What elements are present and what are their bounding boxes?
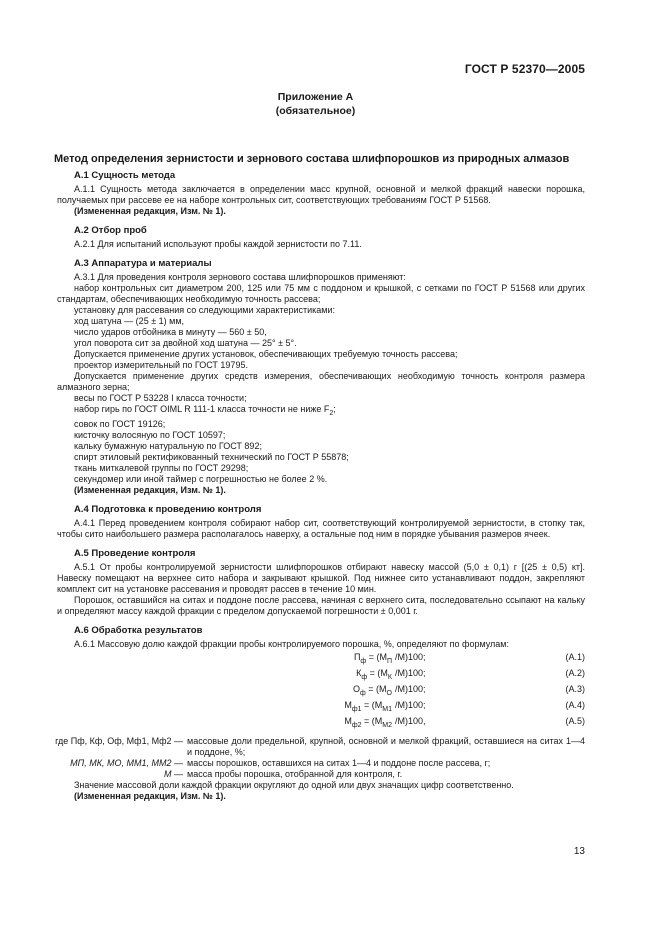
formula-row: $М_{ф2} = (M_{М2}$ /M)100, (А.5) (344, 715, 585, 729)
paragraph-a1-1: А.1.1 Сущность метода заключается в определении масс крупной, основной и мелкой фракций навески порошка, получаемых при рассеве ее на наборе контрольных сит, соответствующих требованиям ГОСТ Р 51568. (57, 184, 585, 205)
section-heading-a3: А.3 Аппаратура и материалы (74, 258, 212, 269)
variable-legend (57, 736, 585, 780)
list-item: угол поворота сит за двойной ход шатуна — 25° ± 5°. (74, 338, 297, 348)
section-heading-a4: А.4 Подготовка к проведению контроля (74, 503, 262, 515)
appendix-title: Приложение А (277, 91, 354, 103)
edition-note: (Измененная редакция, Изм. № 1). (74, 206, 226, 216)
appendix-type: (обязательное) (275, 105, 356, 117)
edition-note: (Измененная редакция, Изм. № 1). (74, 790, 226, 801)
paragraph-a5-1: А.5.1 От пробы контролируемой зернистости шлифпорошков отбирают навеску массой (5,0 ± 0,1) г [(25 ± 0,5) кт]. Навеску помещают на верхнее сито набора и закрывают крышкой. Под нижнее сито устанавливают поддон, закрепляют комплект сит на установке рассевания и проводят рассев в течение 10 мин. (57, 561, 585, 594)
formula-row: $М_{ф1} = (M_{М1}$ /M)100; (А.4) (344, 699, 585, 713)
formula-row: $П_ф = (M_П$ /M)100; (А.1) (353, 651, 585, 665)
legend-row: где Пф, Кф, Оф, Мф1, Мф2 — массовые доли предельной, крупной, основной и мелкой фракций, оставшиеся на ситах 1—4 и поддоне, %; (55, 735, 585, 757)
section-heading-a5: А.5 Проведение контроля (74, 547, 196, 559)
appendix-heading (0, 90, 631, 118)
list-item: спирт этиловый ректификованный технический по ГОСТ Р 55878; (74, 451, 349, 462)
paragraph-a4-1: А.4.1 Перед проведением контроля собирают набор сит, соответствующий контролируемой зернистости, в стопку так, чтобы сито наибольшего размера располагалось наверху, а остальные под ним в порядке убывания размеров ячеек. (57, 517, 585, 539)
list-item: Допускается применение других установок, обеспечивающих требуемую точность рассева; (74, 349, 458, 359)
section-heading-a6: А.6 Обработка результатов (74, 624, 203, 636)
formula-number: (А.3) (565, 683, 585, 694)
list-item: набор контрольных сит диаметром 200, 125 или 75 мм с поддоном и крышкой, с сетками по ГОСТ Р 51568 или других стандартам, обеспечивающих необходимую точность рассева; (57, 283, 585, 304)
paragraph-a5-2: Порошок, оставшийся на ситах и поддоне после рассева, начиная с верхнего сита, последовательно ссыпают на кальку и определяют массу каждой фракции с пределом допускаемой погрешности ± 0,001 г. (57, 594, 585, 616)
list-item: секундомер или иной таймер с погрешностью не более 2 %. (74, 473, 328, 484)
list-item: весы по ГОСТ Р 53228 I класса точности; (74, 393, 247, 403)
formula-number: (А.1) (565, 651, 585, 662)
list-item: установку для рассевания со следующими характеристиками: (74, 305, 336, 315)
section-heading-a2: А.2 Отбор проб (74, 225, 147, 236)
paragraph-a6-2: Значение массовой доли каждой фракции округляют до одной или двух значащих цифр соответственно. (74, 779, 514, 790)
document-code: ГОСТ Р 52370—2005 (464, 62, 585, 76)
list-item: ход шатуна — (25 ± 1) мм, (74, 316, 185, 326)
legend-row: MП, MК, MО, MМ1, MМ2 — массы порошков, оставшихся на ситах 1—4 и поддоне после рассева, г; (70, 757, 491, 768)
formula-number: (А.5) (565, 715, 585, 726)
list-item: набор гирь по ГОСТ OIML R 111-1 класса точности не ниже $F_2$; (74, 404, 336, 417)
formula-list (57, 652, 585, 732)
document-body (57, 170, 585, 802)
paragraph-a6-1: А.6.1 Массовую долю каждой фракции пробы контролируемого порошка, %, определяют по формулам: (74, 638, 509, 649)
list-item: Допускается применение других средств измерения, обеспечивающих необходимую точность контроля размера алмазного зерна; (57, 371, 585, 392)
list-item: кальку бумажную натуральную по ГОСТ 892; (74, 440, 262, 451)
list-item: проектор измерительный по ГОСТ 19795. (74, 360, 248, 370)
paragraph-a2-1: А.2.1 Для испытаний используют пробы каждой зернистости по 7.11. (74, 239, 362, 249)
list-item: число ударов отбойника в минуту — 560 ± 50, (74, 327, 267, 337)
formula-number: (А.4) (565, 699, 585, 710)
list-item: совок по ГОСТ 19126; (74, 418, 166, 429)
list-item: ткань миткалевой группы по ГОСТ 29298; (74, 462, 249, 473)
main-title: Метод определения зернистости и зернового состава шлифпорошков из природных алмазов (54, 153, 570, 165)
list-item: кисточку волосяную по ГОСТ 10597; (74, 429, 226, 440)
page-number: 13 (573, 846, 585, 857)
edition-note: (Измененная редакция, Изм. № 1). (74, 484, 226, 495)
legend-row: M — масса пробы порошка, отобранной для контроля, г. (164, 768, 403, 779)
formula-number: (А.2) (565, 667, 585, 678)
formula-row: $К_ф = (M_К$ /M)100; (А.2) (356, 667, 585, 681)
section-heading-a1: А.1 Сущность метода (74, 170, 176, 181)
paragraph-a3-1: А.3.1 Для проведения контроля зернового состава шлифпорошков применяют: (74, 272, 406, 282)
formula-row: $О_ф = (M_О$ /M)100; (А.3) (352, 683, 585, 697)
